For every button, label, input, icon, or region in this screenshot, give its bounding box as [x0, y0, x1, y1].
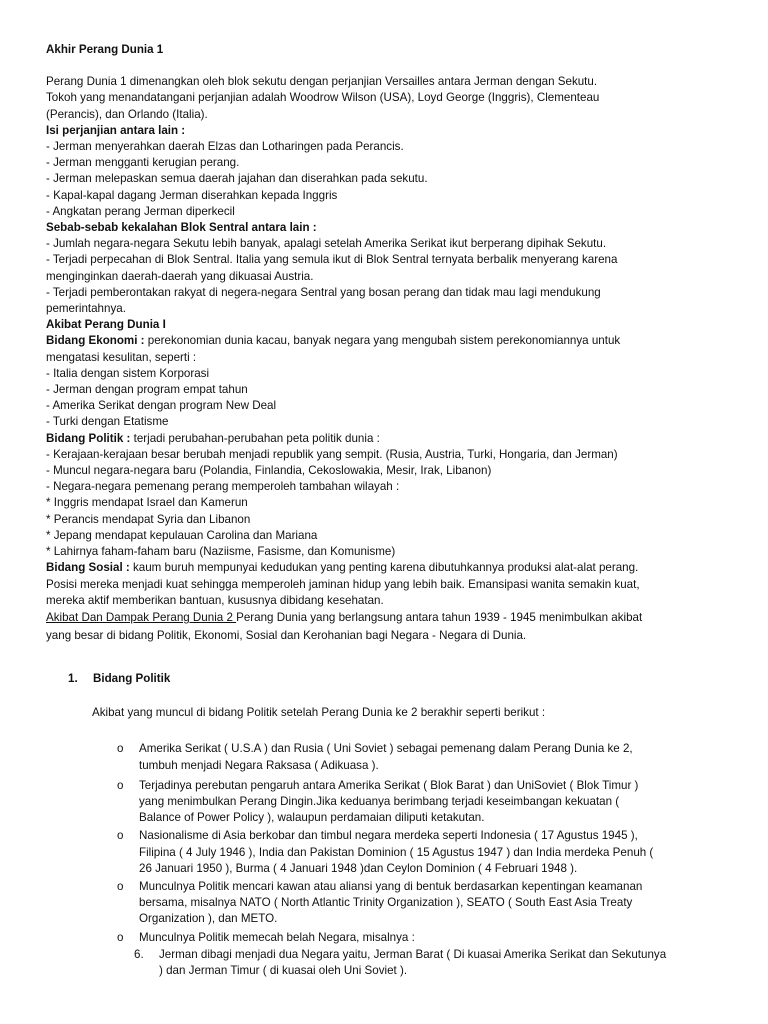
list-item-line: Terjadinya perebutan pengaruh antara Amerika Serikat ( Blok Barat ) dan UniSoviet ( Blok Timur )	[139, 778, 639, 792]
section-heading-politik	[46, 671, 746, 687]
sebab-line: - Terjadi perpecahan di Blok Sentral. Italia yang semula ikut di Blok Sentral ternyata berbalik menyerang karena	[46, 253, 618, 267]
list-item	[46, 741, 746, 773]
ww2-link[interactable]: Akibat Dan Dampak Perang Dunia 2	[46, 610, 237, 624]
politik-item: * Lahirnya faham-faham baru (Naziisme, Fasisme, dan Komunisme)	[46, 545, 396, 559]
list-item-line: Munculnya Politik memecah belah Negara, misalnya :	[139, 930, 415, 944]
bullet-circle-icon: o	[117, 742, 124, 756]
intro-line: Perang Dunia 1 dimenangkan oleh blok sekutu dengan perjanjian Versailles antara Jerman dengan Sekutu.	[46, 75, 598, 89]
politik-item: * Jepang mendapat kepulauan Carolina dan Mariana	[46, 528, 318, 542]
ekonomi-item: - Jerman dengan program empat tahun	[46, 383, 248, 397]
bullet-circle-icon: o	[117, 879, 124, 893]
isi-item: - Jerman menyerahkan daerah Elzas dan Lotharingen pada Perancis.	[46, 140, 404, 154]
ekonomi-label: Bidang Ekonomi :	[46, 334, 145, 348]
list-number: 6.	[134, 947, 144, 961]
politik-label: Bidang Politik :	[46, 431, 131, 445]
list-item-line: Nasionalisme di Asia berkobar dan timbul negara merdeka seperti Indonesia ( 17 Agustus 1945 ),	[139, 829, 638, 843]
ww2-text-cont: yang besar di bidang Politik, Ekonomi, Sosial dan Kerohanian bagi Negara - Negara di Dunia.	[46, 628, 527, 642]
politik-item: - Muncul negara-negara baru (Polandia, Finlandia, Cekoslowakia, Mesir, Irak, Libanon)	[46, 464, 492, 478]
ww2-text: Perang Dunia yang berlangsung antara tahun 1939 - 1945 menimbulkan akibat	[236, 610, 643, 624]
ww2-paragraph	[46, 609, 746, 627]
intro-line: (Perancis), dan Orlando (Italia).	[46, 107, 208, 121]
list-item-line: Filipina ( 4 July 1946 ), India dan Pakistan Dominion ( 15 Agustus 1947 ) dan India merdeka Penuh (	[139, 845, 654, 859]
politik-item: - Kerajaan-kerajaan besar berubah menjadi republik yang sempit. (Rusia, Austria, Turki, Hongaria, dan Jerman)	[46, 447, 618, 461]
list-item	[46, 778, 746, 827]
list-item-line: 26 Januari 1950 ), Burma ( 4 Januari 1948 )dan Ceylon Dominion ( 4 Februari 1948 ).	[139, 861, 578, 875]
isi-item: - Kapal-kapal dagang Jerman diserahkan kepada Inggris	[46, 188, 338, 202]
list-item-line: yang menimbulkan Perang Dingin.Jika keduanya berimbang terjadi keseimbangan kekuatan (	[139, 794, 620, 808]
section-title: Bidang Politik	[93, 671, 171, 685]
sebab-line: - Terjadi pemberontakan rakyat di negera-negara Sentral yang bosan perang dan tidak mau lagi mendukung	[46, 285, 601, 299]
list-number: 1.	[68, 671, 78, 685]
bullet-circle-icon: o	[117, 930, 124, 944]
list-item-line: Organization ), dan METO.	[139, 912, 278, 926]
ekonomi-text: perekonomian dunia kacau, banyak negara yang mengubah sistem perekonomiannya untuk	[144, 334, 621, 348]
sosial-paragraph	[46, 560, 746, 576]
ekonomi-text-cont: mengatasi kesulitan, seperti :	[46, 350, 197, 364]
ekonomi-item: - Turki dengan Etatisme	[46, 415, 169, 429]
bullet-circle-icon: o	[117, 829, 124, 843]
sosial-label: Bidang Sosial :	[46, 561, 130, 575]
sosial-text: kaum buruh mempunyai kedudukan yang penting karena dibutuhkannya produksi alat-alat perang.	[129, 561, 639, 575]
ekonomi-item: - Amerika Serikat dengan program New Deal	[46, 399, 277, 413]
list-item	[46, 828, 746, 877]
list-item-line: Munculnya Politik mencari kawan atau aliansi yang di bentuk berdasarkan kepentingan keamanan	[139, 879, 643, 893]
akibat-heading: Akibat Perang Dunia I	[46, 318, 166, 332]
sebab-line: menginginkan daerah-daerah yang dikuasai Austria.	[46, 269, 314, 283]
sebab-heading: Sebab-sebab kekalahan Blok Sentral antara lain :	[46, 221, 317, 235]
list-item-line: tumbuh menjadi Negara Raksasa ( Adikuasa ).	[139, 758, 379, 772]
sebab-line: - Jumlah negara-negara Sekutu lebih banyak, apalagi setelah Amerika Serikat ikut berperang dipihak Sekutu.	[46, 237, 607, 251]
intro-line: Tokoh yang menandatangani perjanjian adalah Woodrow Wilson (USA), Loyd George (Inggris), Clementeau	[46, 91, 600, 105]
list-item	[46, 879, 746, 928]
politik-item: * Inggris mendapat Israel dan Kamerun	[46, 496, 248, 510]
ekonomi-item: - Italia dengan sistem Korporasi	[46, 366, 210, 380]
politik-item: * Perancis mendapat Syria dan Libanon	[46, 512, 251, 526]
document-page	[46, 42, 746, 979]
politik-item: - Negara-negara pemenang perang memperoleh tambahan wilayah :	[46, 480, 400, 494]
isi-heading: Isi perjanjian antara lain :	[46, 123, 186, 137]
isi-item: - Angkatan perang Jerman diperkecil	[46, 204, 235, 218]
list-item-line: Balance of Power Policy ), walaupun perdamaian diliputi ketakutan.	[139, 811, 485, 825]
bullet-circle-icon: o	[117, 778, 124, 792]
politik-paragraph	[46, 431, 746, 447]
bullet-list	[46, 741, 746, 979]
list-item-line: bersama, misalnya NATO ( North Atlantic Trinity Organization ), SEATO ( South East Asia Treaty	[139, 896, 633, 910]
sub-list-item-line: ) dan Jerman Timur ( di kuasai oleh Uni Soviet ).	[159, 963, 408, 977]
politik-text: terjadi perubahan-perubahan peta politik dunia :	[130, 431, 380, 445]
ekonomi-paragraph	[46, 333, 746, 349]
spacer	[46, 58, 746, 74]
sosial-text-cont: mereka aktif memberikan bantuan, kususnya dibidang kesehatan.	[46, 593, 384, 607]
sub-list-item-line: Jerman dibagi menjadi dua Negara yaitu, Jerman Barat ( Di kuasai Amerika Serikat dan Sekutunya	[159, 947, 667, 961]
isi-item: - Jerman melepaskan semua daerah jajahan dan diserahkan pada sekutu.	[46, 172, 428, 186]
sebab-line: pemerintahnya.	[46, 302, 126, 316]
sosial-text-cont: Posisi mereka menjadi kuat sehingga memperoleh jaminan hidup yang lebih baik. Emansipasi wanita semakin kuat,	[46, 577, 640, 591]
sub-list-item	[46, 947, 746, 979]
section-intro: Akibat yang muncul di bidang Politik setelah Perang Dunia ke 2 berakhir seperti berikut :	[92, 706, 546, 720]
list-item-line: Amerika Serikat ( U.S.A ) dan Rusia ( Uni Soviet ) sebagai pemenang dalam Perang Dunia ke 2,	[139, 742, 633, 756]
document-title: Akhir Perang Dunia 1	[46, 43, 164, 56]
isi-item: - Jerman mengganti kerugian perang.	[46, 156, 240, 170]
list-item	[46, 930, 746, 946]
